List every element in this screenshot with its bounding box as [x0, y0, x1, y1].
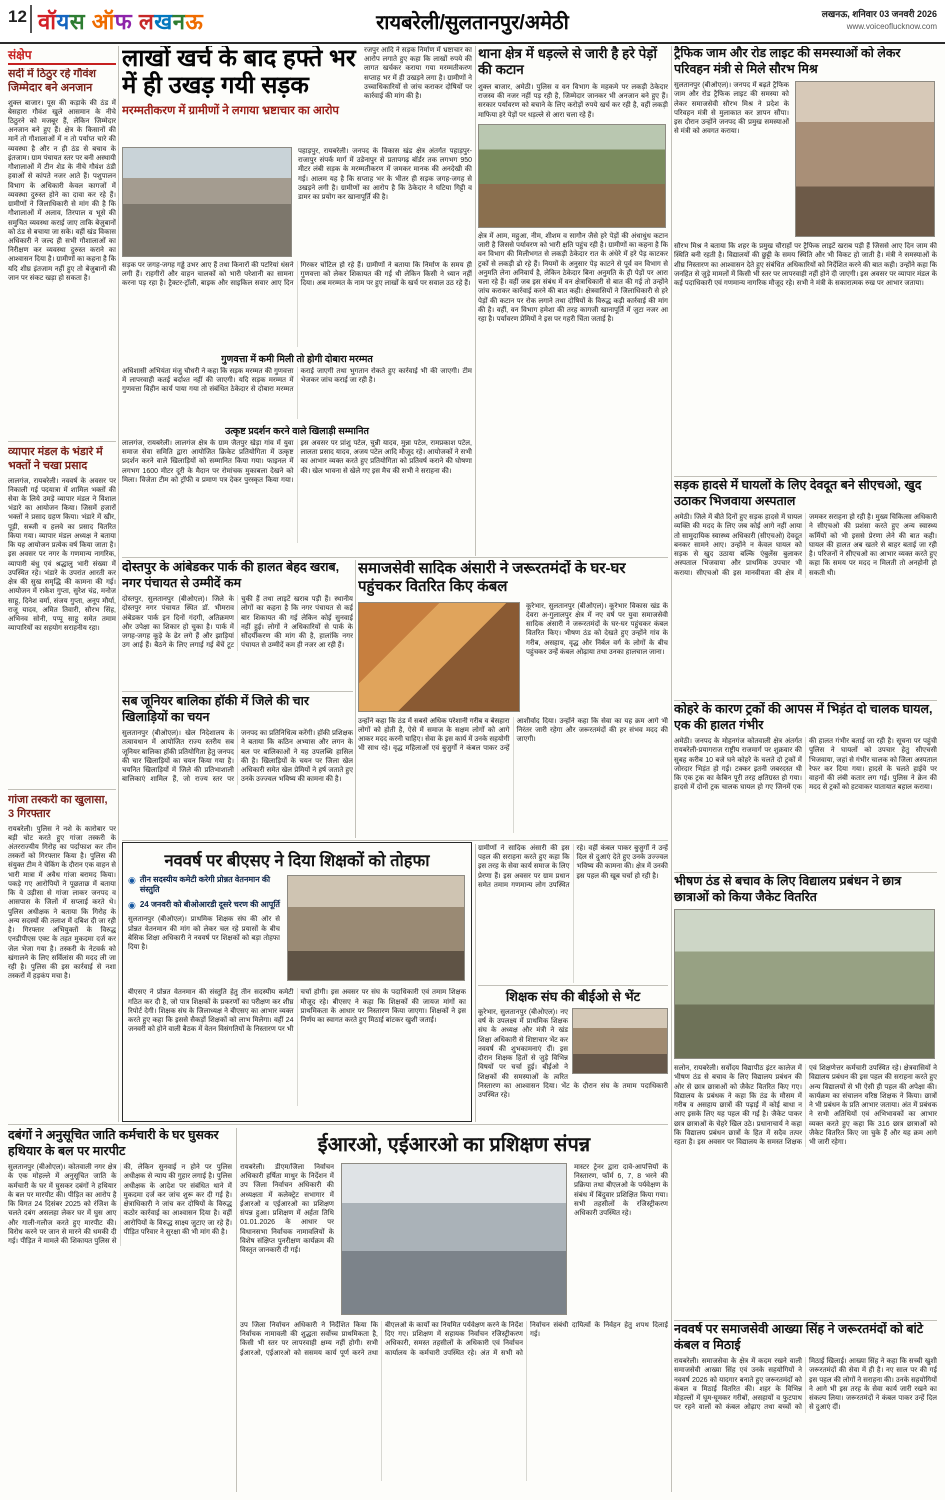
- brief-headline: व्यापार मंडल के भंडारे में भक्तों ने चखा प्रसाद: [8, 446, 103, 472]
- website-url: www.voiceoflucknow.com: [846, 22, 937, 31]
- column-rule: [671, 46, 672, 1492]
- section-rule: [122, 557, 668, 558]
- section-rule: [478, 985, 668, 986]
- article-text: अमेठी। जनपद के मोहनगंज कोतवाली क्षेत्र अंतर्गत रायबरेली-प्रयागराज राष्ट्रीय राजमार्ग पर शुक्रवार की सुबह करीब 10 बजे घने कोहरे के चलते दो ट्रकों में जोरदार भिड़ंत हो गई। टक्कर इतनी जबरदस्त थी कि एक ट्रक का केबिन पूरी तरह क्षतिग्रस्त हो गया। हादसे में दोनों ट्रक चालक घायल हो गए जिनमें एक की हालत गंभीर बताई जा रही है। सूचना पर पहुंची पुलिस ने घायलों को उपचार हेतु सीएचसी भिजवाया, जहां से गंभीर चालक को जिला अस्पताल रेफर कर दिया गया। हादसे के चलते हाईवे पर वाहनों की लंबी कतार लग गई। पुलिस ने क्रेन की मदद से ट्रकों को हटवाकर यातायात बहाल कराया।: [674, 738, 937, 792]
- article-akhya-blankets: [674, 1322, 937, 1492]
- article-text: बीएसए ने प्रोन्नत वेतनमान की संस्तुति हेतु तीन सदस्यीय कमेटी गठित कर दी है, जो पात्र शिक्षकों के प्रकरणों का परीक्षण कर शीघ्र रिपोर्ट देगी। शिक्षक संघ के जिलाध्यक्ष ने बीएसए का आभार व्यक्त करते हुए कहा कि इससे सैकड़ों शिक्षकों को लाभ मिलेगा। वहीं 24 जनवरी को होने वाली बैठक में वेतन विसंगतियों के निस्तारण पर भी चर्चा होगी। इस अवसर पर संघ के पदाधिकारी एवं तमाम शिक्षक मौजूद रहे। बीएसए ने कहा कि शिक्षकों की जायज मांगों का प्राथमिकता के आधार पर निस्तारण किया जाएगा। शिक्षकों ने इस निर्णय का स्वागत करते हुए मिठाई बांटकर खुशी जताई।: [128, 989, 466, 1034]
- briefs-section-label: संक्षेप: [8, 46, 116, 65]
- blanket-distribution-photo: [358, 602, 520, 712]
- article-headline: शिक्षक संघ की बीईओ से भेंट: [505, 989, 641, 1004]
- article-text: पहाड़पुर, रायबरेली। जनपद के विकास खंड क्षेत्र अंतर्गत पहाड़पुर-राजापुर संपर्क मार्ग में उडेनापुर से प्रतापगढ़ बॉर्डर तक लगभग 950 मीटर लंबी सड़क के मरम्मतीकरण में जमकर मानक की अनदेखी की गई। आलम यह है कि सप्ताह भर के भीतर ही सड़क जगह-जगह से उखड़ने लगी है। ग्रामीणों का आरोप है कि ठेकेदार ने घटिया गिट्टी व डामर का प्रयोग कर खानापूर्ति की है।: [298, 148, 472, 202]
- article-text: क्षेत्र में आम, महुआ, नीम, शीशम व सागौन जैसे हरे पेड़ों की अंधाधुंध कटान जारी है जिससे पर्यावरण को भारी क्षति पहुंच रही है। ग्रामीणों का कहना है कि वन विभाग की मिलीभगत से लकड़ी ठेकेदार रात के अंधेरे में हरे पेड़ काटकर ट्रकों से लकड़ी ढो रहे हैं। नियमों के अनुसार पेड़ काटने से पूर्व वन विभाग से अनुमति लेना अनिवार्य है, लेकिन ठेकेदार बिना अनुमति के ही पेड़ों पर आरा चला रहे हैं। वहीं जब इस संबंध में वन क्षेत्राधिकारी से बात की गई तो उन्होंने जांच कराकर कार्रवाई करने की बात कही। क्षेत्रवासियों ने जिलाधिकारी से हरे पेड़ों की कटान पर रोक लगाने तथा दोषियों के विरुद्ध कड़ी कार्रवाई की मांग की है। वहीं, वन विभाग हमेशा की तरह कागजी खानापूर्ति में जुटा नजर आ रहा है। पर्यावरण प्रेमियों ने इस पर गहरी चिंता जताई है।: [478, 232, 668, 323]
- section-rule: [674, 700, 937, 701]
- article-headline: समाजसेवी सादिक अंसारी ने जरूरतमंदों के घर-घर पहुंचकर वितरित किए कंबल: [358, 560, 626, 596]
- bullet-text: 24 जनवरी को बीओआरडी दूसरे चरण की आपूर्ति: [139, 899, 280, 909]
- page-number: 12: [8, 7, 27, 26]
- article-road-damaged: [122, 46, 472, 556]
- beo-meeting-photo: [572, 1008, 668, 1074]
- article-text: दोस्तपुर, सुलतानपुर (बीओएल)। जिले के दोस्तपुर नगर पंचायत स्थित डॉ. भीमराव अंबेडकर पार्क इन दिनों गंदगी, अतिक्रमण और उपेक्षा का शिकार हो चुका है। पार्क में जगह-जगह कूड़े के ढेर लगे हैं और झाड़ियां उग आई हैं। बैठने के लिए लगाई गई बेंचें टूट चुकी हैं तथा लाइटें खराब पड़ी हैं। स्थानीय लोगों का कहना है कि नगर पंचायत से कई बार शिकायत की गई लेकिन कोई सुनवाई नहीं हुई। लोगों ने अधिकारियों से पार्क के सौंदर्यीकरण की मांग की है, हालांकि नगर पंचायत से उम्मीदें कम ही नजर आ रही हैं।: [122, 596, 353, 650]
- article-ambedkar-park: [122, 560, 353, 688]
- minister-meeting-photo: [795, 81, 935, 237]
- bullet-icon: ◉: [128, 875, 136, 885]
- article-headline: ट्रैफिक जाम और रोड लाइट की समस्याओं को लेकर परिवहन मंत्री से मिले सौरभ मिश्र: [674, 46, 901, 76]
- article-text: सलोन, रायबरेली। सर्वोदय विद्यापीठ इंटर कालेज में भीषण ठंड से बचाव के लिए विद्यालय प्रबंधन की ओर से छात्र छात्राओं को जैकेट वितरित किए गए। विद्यालय के प्रबंधक ने कहा कि ठंड के मौसम में गरीब व असहाय छात्रों की पढ़ाई में कोई बाधा न आए इसके लिए यह पहल की गई है। जैकेट पाकर छात्र छात्राओं के चेहरे खिल उठे। प्रधानाचार्य ने कहा कि विद्यालय प्रबंधन छात्रों के हित में सदैव तत्पर रहता है। इस अवसर पर विद्यालय के समस्त शिक्षक एवं शिक्षणेत्तर कर्मचारी उपस्थित रहे। क्षेत्रवासियों ने विद्यालय प्रबंधन की इस पहल की सराहना करते हुए अन्य विद्यालयों से भी ऐसी ही पहल की अपेक्षा की। कार्यक्रम का संचालन वरिष्ठ शिक्षक ने किया। छात्रों ने भी प्रबंधन के प्रति आभार जताया। अंत में प्रबंधक ने सभी अतिथियों एवं अभिभावकों का आभार व्यक्त करते हुए कहा कि 316 छात्र छात्राओं को जैकेट वितरित किए जा चुके हैं और यह क्रम आगे भी जारी रहेगा।: [674, 1065, 937, 1147]
- article-sadiq-blankets: [358, 560, 668, 838]
- article-text: सड़क पर जगह-जगह गड्ढे उभर आए हैं तथा किनारों की पटरियां धंसने लगी हैं। राहगीरों और वाहन चालकों को भारी परेशानी का सामना करना पड़ रहा है। ट्रैक्टर-ट्रॉली, बाइक और साइकिल सवार आए दिन गिरकर चोटिल हो रहे हैं। ग्रामीणों ने बताया कि निर्माण के समय ही गुणवत्ता को लेकर शिकायत की गई थी लेकिन किसी ने ध्यान नहीं दिया। अब मरम्मत के नाम पर हुए लाखों के खर्च पर सवाल उठ रहे हैं।: [122, 262, 472, 288]
- brief-item: [8, 794, 116, 1120]
- section-rule: [8, 441, 116, 442]
- brief-item: [8, 446, 116, 784]
- bullet-item: [128, 875, 280, 896]
- article-text: सुलतानपुर (बीओएल)। खेल निदेशालय के तत्वावधान में आयोजित राज्य स्तरीय सब जूनियर बालिका हॉकी प्रतियोगिता हेतु जनपद की चार खिलाड़ियों का चयन किया गया है। चयनित खिलाड़ियों में जिले की प्रतिभाशाली बालिकाएं शामिल हैं, जो राज्य स्तर पर जनपद का प्रतिनिधित्व करेंगी। हॉकी प्रशिक्षक ने बताया कि कठिन अभ्यास और लगन के बल पर बालिकाओं ने यह उपलब्धि हासिल की है। खिलाड़ियों के चयन पर जिला खेल अधिकारी समेत खेल प्रेमियों ने हर्ष जताते हुए उनके उज्ज्वल भविष्य की कामना की है।: [122, 730, 353, 784]
- section-rule: [8, 1124, 668, 1125]
- sub-headline: गुणवत्ता में कमी मिली तो होगी दोबारा मरम्मत: [221, 354, 373, 365]
- article-headline: ईआरओ, एईआरओ का प्रशिक्षण संपन्न: [317, 1134, 591, 1156]
- article-text: सुलतानपुर (बीओएल)। कोतवाली नगर क्षेत्र के एक मोहल्ले में अनुसूचित जाति के कर्मचारी के घर में घुसकर दबंगों ने हथियार के बल पर मारपीट की। पीड़ित का आरोप है कि विगत 24 दिसंबर 2025 को रंजिश के चलते दबंग असलहा लेकर घर में घुस आए और गाली-गलौज करते हुए मारपीट की। विरोध करने पर जान से मारने की धमकी दी गई। पीड़ित ने मामले की शिकायत पुलिस से की, लेकिन सुनवाई न होने पर पुलिस अधीक्षक से न्याय की गुहार लगाई है। पुलिस अधीक्षक के आदेश पर संबंधित थाने में मुकदमा दर्ज कर जांच शुरू कर दी गई है। क्षेत्राधिकारी ने जांच कर दोषियों के विरुद्ध कठोर कार्रवाई का आश्वासन दिया है। वहीं आरोपियों के विरुद्ध साक्ष्य जुटाए जा रहे हैं। पीड़ित परिवार ने सुरक्षा की भी मांग की है।: [8, 1164, 232, 1246]
- column-rule: [355, 560, 356, 838]
- article-headline: कोहरे के कारण ट्रकों की आपस में भिड़ंत दो चालक घायल, एक की हालत गंभीर: [674, 702, 933, 732]
- article-ero-training: [240, 1128, 668, 1492]
- section-rule: [8, 789, 116, 790]
- article-headline: सड़क हादसे में घायलों के लिए देवदूत बने सीएचओ, खुद उठाकर भिजवाया अस्पताल: [674, 478, 922, 508]
- date-line: लखनऊ, शनिवार 03 जनवरी 2026: [821, 9, 937, 19]
- column-rule: [475, 46, 476, 556]
- article-fog-accident: [674, 702, 937, 870]
- article-sadiq-continuation: ग्रामीणों ने सादिक अंसारी की इस पहल की सराहना करते हुए कहा कि इस तरह के सेवा कार्य समाज के लिए प्रेरणा हैं। इस अवसर पर ग्राम प्रधान समेत तमाम गणमान्य लोग उपस्थित रहे। वहीं कंबल पाकर बुजुर्गों ने उन्हें दिल से दुआएं देते हुए उनके उज्ज्वल भविष्य की कामना की। क्षेत्र में उनकी इस पहल की खूब चर्चा हो रही है।: [478, 845, 668, 889]
- column-rule: [236, 1128, 237, 1492]
- column-rule: [475, 844, 476, 1122]
- article-text: सौरभ मिश्र ने बताया कि शहर के प्रमुख चौराहों पर ट्रैफिक लाइटें खराब पड़ी हैं जिससे आए दिन जाम की स्थिति बनी रहती है। विद्यालयों की छुट्टी के समय स्थिति और भी विकट हो जाती है। मंत्री ने समस्याओं के शीघ्र निस्तारण का आश्वासन देते हुए संबंधित अधिकारियों को निर्देशित करने की बात कही। उन्होंने कहा कि जनहित से जुड़े मामलों में किसी भी स्तर पर लापरवाही नहीं होने दी जाएगी। इस अवसर पर व्यापार मंडल के कई पदाधिकारी एवं गणमान्य नागरिक मौजूद रहे। सभी ने मंत्री के सकारात्मक रुख पर आभार जताया।: [674, 243, 937, 288]
- section-rule: [674, 476, 937, 477]
- article-tree-cutting: [478, 46, 668, 556]
- article-text: रायबरेली। समाजसेवा के क्षेत्र में कदम रखने वाली समाजसेवी आख्या सिंह एवं उनके सहयोगियों ने नववर्ष 2026 को यादगार बनाते हुए जरूरतमंदों को कंबल व मिठाई वितरित की। शहर के विभिन्न मोहल्लों में घूम-घूमकर गरीबों, असहायों व फुटपाथ पर रहने वालों को कंबल ओढ़ाए तथा बच्चों को मिठाई खिलाई। आख्या सिंह ने कहा कि सच्ची खुशी जरूरतमंदों की सेवा में ही है। नए साल पर की गई इस पहल की लोगों ने सराहना की। उनके सहयोगियों ने आगे भी इस तरह के सेवा कार्य जारी रखने का संकल्प लिया। जरूरतमंदों ने कंबल पाकर उन्हें दिल से दुआएं दीं।: [674, 1358, 937, 1412]
- masthead-bar: [0, 0, 945, 44]
- brief-item: [8, 68, 116, 436]
- article-lead: शुक्ल बाजार, अमेठी। पुलिस व वन विभाग के महकमे पर लकड़ी ठेकेदार राजस्व की नजर नहीं पड़ रही है, जिम्मेदार जानकर भी अनजान बने हुए हैं। सरकार पर्यावरण को बचाने के लिए करोड़ों रुपये खर्च कर रही है, वहीं लकड़ी माफिया हरे पेड़ों पर धड़ल्ले से आरा चला रहे हैं।: [478, 83, 668, 119]
- article-text: उप जिला निर्वाचन अधिकारी ने निर्देशित किया कि निर्वाचक नामावली की शुद्धता सर्वोच्च प्राथमिकता है, किसी भी स्तर पर लापरवाही क्षम्य नहीं होगी। सभी ईआरओ, एईआरओ को ससमय कार्य पूर्ण करने तथा बीएलओ के कार्यों का नियमित पर्यवेक्षण करने के निर्देश दिए गए। प्रशिक्षण में सहायक निर्वाचन रजिस्ट्रीकरण अधिकारी, समस्त तहसीलों के अधिकारी एवं निर्वाचन कार्यालय के कर्मचारी उपस्थित रहे। अंत में सभी को निर्वाचन संबंधी दायित्वों के निर्वहन हेतु शपथ दिलाई गई।: [240, 1322, 668, 1357]
- section-rule: [674, 872, 937, 873]
- article-text: लालगंज, रायबरेली। लालगंज क्षेत्र के ग्राम जैतपुर खेड़ा गांव में युवा समाज सेवा समिति द्वारा आयोजित क्रिकेट प्रतियोगिता में उत्कृष्ट प्रदर्शन करने वाले खिलाड़ियों को सम्मानित किया गया। फाइनल में लगभग 1600 मीटर दूरी के मैदान पर रोमांचक मुकाबला देखने को मिला। विजेता टीम को ट्रॉफी व प्रमाण पत्र देकर पुरस्कृत किया गया। इस अवसर पर प्रांशु पटेल, चुन्नी यादव, मुन्ना पटेल, रामप्रकाश पटेल, लालता प्रसाद यादव, अजय पटेल आदि मौजूद रहे। आयोजकों ने सभी का आभार व्यक्त करते हुए प्रतियोगिता को प्रतिवर्ष कराने की घोषणा की। खेल भावना से खेले गए इस मैच की सभी ने सराहना की।: [122, 440, 472, 484]
- article-headline: दबंगों ने अनुसूचित जाति कर्मचारी के घर घुसकर हथियार के बल पर मारपीट: [8, 1128, 219, 1158]
- training-session-photo: [341, 1163, 567, 1315]
- article-subheadline: मरम्मतीकरण में ग्रामीणों ने लगाया भ्रष्टाचार का आरोप: [122, 104, 339, 117]
- article-text: अमेठी। जिले में बीते दिनों हुए सड़क हादसे में घायल व्यक्ति की मदद के लिए जब कोई आगे नहीं आया तो सामुदायिक स्वास्थ्य अधिकारी (सीएचओ) देवदूत बनकर सामने आए। उन्होंने न केवल घायल को सड़क से खुद उठाया बल्कि एंबुलेंस बुलाकर अस्पताल भिजवाया और प्राथमिक उपचार भी कराया। सीएचओ की इस मानवीयता की क्षेत्र में जमकर सराहना हो रही है। मुख्य चिकित्सा अधिकारी ने सीएचओ की प्रशंसा करते हुए अन्य स्वास्थ्य कर्मियों को भी इससे प्रेरणा लेने की बात कही। घायल की हालत अब खतरे से बाहर बताई जा रही है। परिजनों ने सीएचओ का आभार व्यक्त करते हुए कहा कि समय पर मदद न मिलती तो अनहोनी हो सकती थी।: [674, 514, 937, 577]
- article-headline: भीषण ठंड से बचाव के लिए विद्यालय प्रबंधन ने छात्र छात्राओं को किया जैकेट वितरित: [674, 874, 902, 904]
- article-text: सुलतानपुर (बीओएल)। जनपद में बढ़ते ट्रैफिक जाम और रोड ट्रैफिक लाइट की समस्या को लेकर समाजसेवी सौरभ मिश्र ने प्रदेश के परिवहन मंत्री से मुलाकात कर ज्ञापन सौंपा। इस दौरान उन्होंने जनपद की प्रमुख समस्याओं से मंत्री को अवगत कराया।: [674, 82, 789, 136]
- edition-title: रायबरेली/सुलतानपुर/अमेठी: [376, 12, 569, 34]
- jacket-distribution-photo: [674, 909, 935, 1059]
- article-text: कूरेभार, सुलतानपुर (बीओएल)। कूरेभार विकास खंड के देवरा अ-गुलालपुर क्षेत्र में नए वर्ष पर युवा समाजसेवी सादिक अंसारी ने जरूरतमंदों के घर-घर पहुंचकर कंबल वितरित किए। भीषण ठंड को देखते हुए उन्होंने गांव के गरीब, असहाय, वृद्ध और निर्बल वर्ग के लोगों के बीच पहुंचकर उन्हें कंबल ओढ़ाया तथा उनका हालचाल जाना।: [526, 602, 668, 656]
- brief-headline: सर्दी में ठिठुर रहे गौवंश जिम्मेदार बने अनजान: [8, 68, 97, 94]
- article-text: उन्होंने कहा कि ठंड में सबसे अधिक परेशानी गरीब व बेसहारा लोगों को होती है, ऐसे में समाज के सक्षम लोगों को आगे आकर मदद करनी चाहिए। सेवा के इस कार्य में उनके सहयोगी भी साथ रहे। वृद्ध महिलाओं एवं बुजुर्गों ने कंबल पाकर उन्हें आशीर्वाद दिया। उन्होंने कहा कि सेवा का यह क्रम आगे भी निरंतर जारी रहेगा और जरूरतमंदों की हर संभव मदद की जाएगी।: [358, 717, 668, 753]
- bullet-icon: ◉: [128, 899, 136, 910]
- brief-body: रायबरेली। पुलिस ने नशे के कारोबार पर बड़ी चोट करते हुए गांजा तस्करी के अंतरराज्यीय गिरोह का पर्दाफाश कर तीन तस्करों को गिरफ्तार किया है। पुलिस की संयुक्त टीम ने चेकिंग के दौरान एक वाहन से भारी मात्रा में अवैध गांजा बरामद किया। पकड़े गए आरोपियों ने पूछताछ में बताया कि वे उड़ीसा से गांजा लाकर जनपद व आसपास के जिलों में सप्लाई करते थे। पुलिस अधीक्षक ने बताया कि गिरोह के अन्य सदस्यों की तलाश में दबिश दी जा रही है। गिरफ्तार अभियुक्तों के विरुद्ध एनडीपीएस एक्ट के तहत मुकदमा दर्ज कर जेल भेजा गया है। तस्करी के नेटवर्क को खंगालने के लिए सर्विलांस की मदद ली जा रही है। पुलिस की इस कार्रवाई से नशा तस्करों में हड़कंप मचा है।: [8, 825, 116, 981]
- article-headline: नववर्ष पर बीएसए ने दिया शिक्षकों को तोहफा: [164, 852, 430, 870]
- article-headline: दोस्तपुर के आंबेडकर पार्क की हालत बेहद खराब, नगर पंचायत से उम्मीदें कम: [122, 560, 340, 590]
- article-text: रायबरेली। डीएम/जिला निर्वाचन अधिकारी हर्षिता माथुर के निर्देशन में उप जिला निर्वाचन अधिकारी की अध्यक्षता में कलेक्ट्रेट सभागार में ईआरओ व एईआरओ का प्रशिक्षण संपन्न हुआ। प्रशिक्षण में अर्हता तिथि 01.01.2026 के आधार पर विधानसभा निर्वाचक नामावलियों के विशेष संक्षिप्त पुनरीक्षण कार्यक्रम की विस्तृत जानकारी दी गई।: [240, 1164, 334, 1255]
- article-headline: लाखों खर्च के बाद हफ्ते भर में ही उखड़ गयी सड़क: [122, 46, 356, 99]
- section-rule: [674, 1320, 937, 1321]
- article-headline: नववर्ष पर समाजसेवी आख्या सिंह ने जरूरतमंदों को बांटे कंबल व मिठाई: [674, 1322, 924, 1352]
- sub-headline: उत्कृष्ट प्रदर्शन करने वाले खिलाड़ी सम्मानित: [225, 426, 369, 437]
- article-text: कूरेभार, सुलतानपुर (बीओएल)। नए वर्ष के उपलक्ष्य में प्राथमिक शिक्षक संघ के अध्यक्ष और मंत्री ने खंड शिक्षा अधिकारी से शिष्टाचार भेंट कर नववर्ष की शुभकामनाएं दीं। इस दौरान शिक्षक हितों से जुड़े विभिन्न विषयों पर चर्चा हुई। बीईओ ने शिक्षकों की समस्याओं के त्वरित निस्तारण का आश्वासन दिया। भेंट के दौरान संघ के तमाम पदाधिकारी उपस्थित रहे।: [478, 1009, 668, 1100]
- bullet-text: तीन सदस्यीय कमेटी करेगी प्रोन्नत वेतनमान की संस्तुति: [139, 875, 271, 895]
- article-headline: थाना क्षेत्र में धड़ल्ले से जारी है हरे पेड़ों की कटान: [478, 46, 657, 78]
- article-headline: सब जूनियर बालिका हॉकी में जिले की चार खिलाड़ियों का चयन: [122, 694, 309, 724]
- article-text: अधिशासी अभियंता मंजु चौधरी ने कहा कि सड़क मरम्मत की गुणवत्ता में लापरवाही कतई बर्दाश्त नहीं की जाएगी। यदि सड़क मरम्मत में गुणवत्ता विहीन कार्य पाया गया तो संबंधित ठेकेदार से दोबारा मरम्मत कराई जाएगी तथा भुगतान रोकते हुए कार्रवाई भी की जाएगी। टीम भेजकर जांच कराई जा रही है।: [122, 368, 472, 394]
- damaged-road-photo: [122, 147, 292, 257]
- bullet-item: [128, 900, 280, 912]
- article-bsa-gift: [122, 842, 472, 1122]
- article-cho-helper: [674, 478, 937, 698]
- brief-body: शुक्ल बाजार। पूस की कड़ाके की ठंड में बेसहारा गौवंश खुले आसमान के नीचे ठिठुरने को मजबूर हैं, लेकिन जिम्मेदार अनजान बने हुए हैं। क्षेत्र के किसानों की मानें तो गौशालाओं में न तो पर्याप्त चारे की व्यवस्था है और न ही ठंड से बचाव के इंतजाम। ग्राम पंचायत स्तर पर बनी अस्थायी गौशालाओं में टीन शेड के नीचे गौवंश ठंडी हवाओं से कांपते नजर आते हैं। पशुपालन विभाग के अधिकारी केवल कागजों में व्यवस्था दुरुस्त होने का दावा कर रहे हैं। ग्रामीणों ने जिलाधिकारी से मांग की है कि गौशालाओं में अलाव, तिरपाल व भूसे की समुचित व्यवस्था कराई जाए ताकि बेजुबानों को ठंड से बचाया जा सके। वहीं खंड विकास अधिकारी ने जल्द ही सभी गौशालाओं का निरीक्षण कर व्यवस्था दुरुस्त कराने का आश्वासन दिया है। ग्रामीणों का कहना है कि यदि शीघ्र इंतजाम नहीं हुए तो बेजुबानों की जान पर संकट खड़ा हो सकता है।: [8, 99, 116, 282]
- article-hockey-selection: [122, 694, 353, 838]
- article-text: सुलतानपुर (बीओएल)। प्राथमिक शिक्षक संघ की ओर से प्रोन्नत वेतनमान की मांग को लेकर चल रहे प्रयासों के बीच बेसिक शिक्षा अधिकारी ने नववर्ष पर शिक्षकों को बड़ा तोहफा दिया है।: [128, 916, 280, 952]
- section-rule: [122, 691, 353, 692]
- article-assault-case: [8, 1128, 232, 1492]
- bsa-meeting-photo: [287, 875, 465, 981]
- article-jacket-distribution: [674, 874, 937, 1318]
- article-traffic-minister: [674, 46, 937, 474]
- newspaper-title: वॉयस ऑफ लखनऊ: [38, 9, 204, 34]
- felled-trees-photo: [478, 124, 666, 228]
- article-lead: रजपुर आदि ने सड़क निर्माण में भ्रष्टाचार का आरोप लगाते हुए कहा कि लाखों रुपये की लागत खर्चकर कराया गया मरम्मतीकरण सप्ताह भर में ही उखड़ने लगा है। ग्रामीणों ने उच्चाधिकारियों से जांच कराकर दोषियों पर कार्रवाई की मांग की है।: [364, 47, 472, 101]
- article-text: मास्टर ट्रेनर द्वारा दावे-आपत्तियों के निस्तारण, फॉर्म 6, 7, 8 भरने की प्रक्रिया तथा बीएलओ के पर्यवेक्षण के संबंध में बिंदुवार प्रशिक्षित किया गया। सभी तहसीलों के रजिस्ट्रीकरण अधिकारी उपस्थित रहे।: [574, 1164, 668, 1218]
- section-rule: [122, 840, 668, 841]
- column-rule: [118, 46, 119, 1122]
- brief-headline: गांजा तस्करी का खुलासा, 3 गिरफ्तार: [8, 794, 108, 820]
- brief-body: लालगंज, रायबरेली। नववर्ष के अवसर पर निकाली गई पदयात्रा में शामिल भक्तों की सेवा के लिये उमड़े व्यापार मंडल ने विशाल भंडारे का आयोजन किया। जिसमें हजारों भक्तों ने प्रसाद ग्रहण किया। भंडारे में खीर, पूड़ी, सब्जी व हलवे का प्रसाद वितरित किया गया। व्यापार मंडल अध्यक्ष ने बताया कि यह आयोजन प्रत्येक वर्ष किया जाता है। इस अवसर पर नगर के गणमान्य नागरिक, व्यापारी बंधु एवं श्रद्धालु भारी संख्या में उपस्थित रहे। भंडारे के उपरांत आरती कर क्षेत्र की सुख समृद्धि की कामना की गई। आयोजन में राकेश गुप्ता, सुरेश चंद्र, मनोज साहू, दिनेश वर्मा, संजय गुप्ता, अनूप मौर्या, राजू यादव, अमित तिवारी, सौरभ सिंह, अभिनव सोनी, पप्पू साहू समेत तमाम व्यापारियों का सहयोग सराहनीय रहा।: [8, 477, 116, 633]
- article-beo-meeting: [478, 987, 668, 1122]
